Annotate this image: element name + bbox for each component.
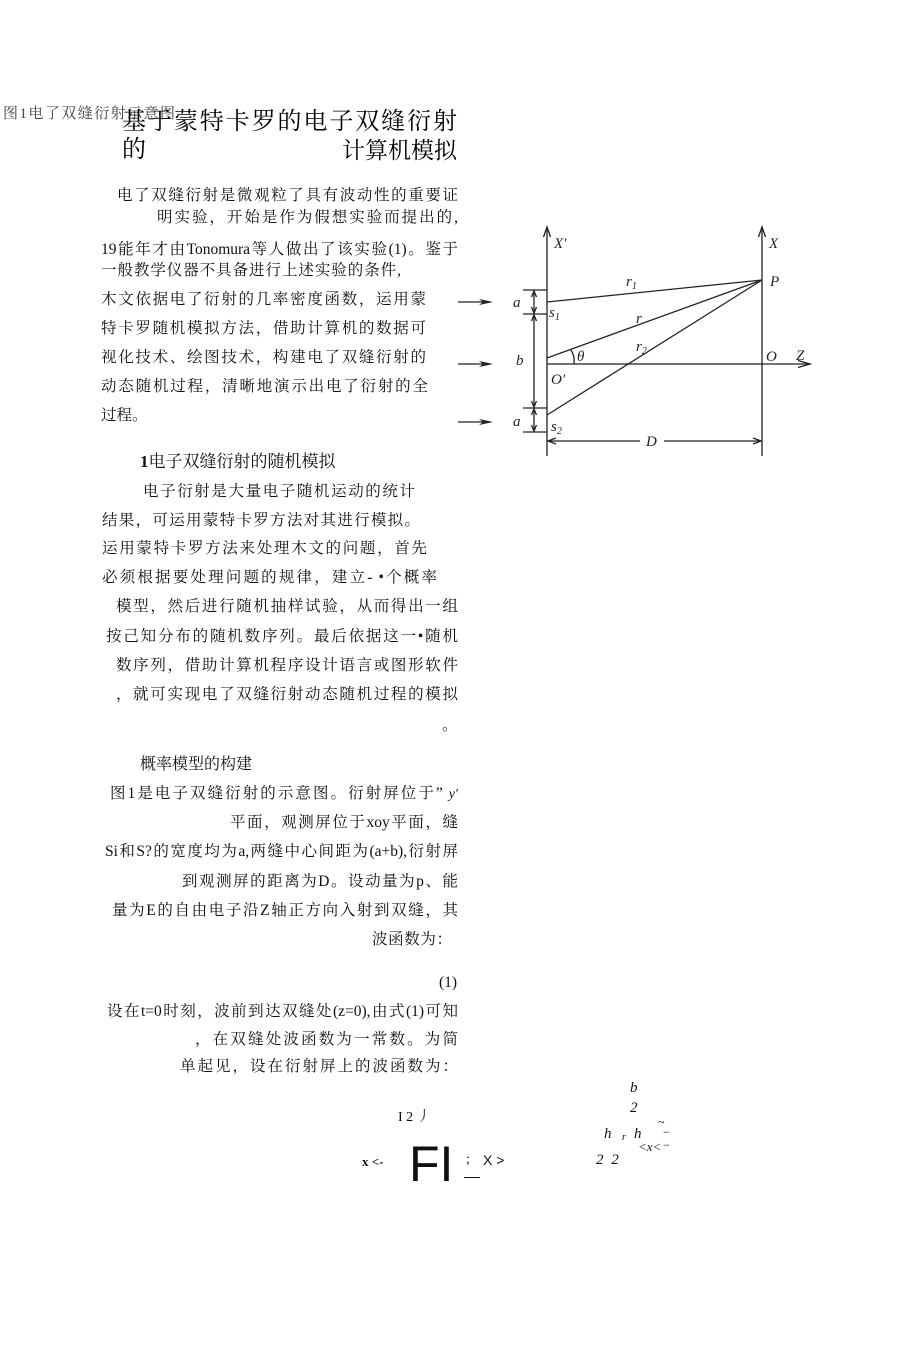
formula-fragment: <x<: [638, 1139, 662, 1154]
figure-caption: 图1电了双缝衍射示意图: [3, 106, 175, 122]
point-label-p: P: [770, 274, 780, 290]
text-line: 19能年才由Tonomura等人做出了该实验(1)。鉴于: [101, 241, 458, 258]
formula-fragment: h: [634, 1126, 642, 1142]
label-r2-main: r: [636, 339, 642, 355]
text-line: 按己知分布的随机数序列。最后依据这一•随机: [106, 628, 458, 645]
text-line: 量为E的自由电子沿Z轴正方向入射到双缝，其: [112, 902, 458, 919]
text-line: 明实验，开始是作为假想实验而提出的,: [157, 209, 458, 226]
text-line: 视化技术、绘图技术，构建电了双缝衍射的: [101, 349, 426, 366]
text-line: 设在t=0时刻，波前到达双缝处(z=0),由式(1)可知: [107, 1003, 458, 1020]
incident-arrow: [458, 361, 493, 367]
formula-fragment: X >: [483, 1152, 505, 1168]
formula-fragment: ~: [658, 1115, 665, 1129]
label-s2: [551, 419, 562, 437]
formula-fragment: −: [663, 1138, 670, 1152]
formula-fragment-large: FI: [409, 1136, 454, 1192]
ray-r1: [547, 280, 762, 302]
text-line: 到观测屏的距离为D。设动量为p、能: [182, 873, 458, 890]
text-line: 模型，然后进行随机抽样试验，从而得出一组: [116, 598, 458, 615]
text-line: 波函数为：: [372, 931, 452, 948]
label-slit-gap-b: b: [516, 353, 524, 369]
ray-r2: [547, 280, 762, 415]
axis-label-x: X: [769, 236, 779, 252]
theta-arc: [571, 350, 574, 364]
text-line: ，在双缝处波函数为一常数。为简: [195, 1031, 458, 1048]
label-r2: [636, 339, 647, 357]
label-r1-main: r: [626, 274, 632, 290]
text-line: 单起见，设在衍射屏上的波函数为：: [180, 1058, 458, 1075]
label-r1-sub: 1: [631, 281, 637, 292]
formula-fragment: 2: [630, 1100, 638, 1116]
equation-number: (1): [439, 974, 458, 991]
axis-label-z: Z: [796, 348, 805, 364]
incident-arrow: [458, 299, 493, 305]
formula-fragment: ;: [466, 1152, 470, 1167]
label-distance-d: D: [646, 434, 657, 450]
label-s2-main: s: [551, 419, 557, 435]
dimension-arrow-a-top: [532, 291, 537, 313]
label-s1-sub: 1: [554, 312, 560, 323]
formula-fragment: b: [630, 1080, 638, 1096]
paper-title-line-1: 基于蒙特卡罗的电子双缝衍射的: [122, 108, 457, 163]
paper-title-line-2: 计算机模拟: [342, 137, 457, 163]
section-number: 1: [140, 452, 149, 471]
label-r1: [626, 274, 637, 292]
label-origin-o: O: [766, 349, 777, 365]
text-line: [110, 784, 458, 804]
text-line: 木文依据电了衍射的几率密度函数，运用蒙: [101, 291, 426, 308]
text-line: 。: [442, 717, 458, 734]
ray-r: [547, 280, 762, 358]
text-line: 结果，可运用蒙特卡罗方法对其进行模拟。: [102, 512, 420, 529]
text-line: 平面，观测屏位于xoy平面，缝: [230, 814, 458, 831]
text-line: 必须根据要处理问题的规律，建立- •个概率: [102, 569, 437, 586]
formula-fragment: x <-: [362, 1154, 384, 1169]
label-s1: [549, 305, 560, 323]
text-line: Si和S?的宽度均为a,两缝中心间距为(a+b),衍射屏: [105, 843, 458, 860]
math-symbol: y′: [448, 787, 458, 802]
text-line: 数序列，借助计算机程序设计语言或图形软件: [116, 657, 458, 674]
label-origin-o-prime: O′: [551, 372, 566, 388]
formula-fragment: 2 2: [596, 1152, 621, 1168]
formula-fragment: −: [663, 1125, 670, 1139]
text-line: 电子衍射是大量电子随机运动的统计: [143, 483, 415, 500]
section-heading: [140, 451, 336, 473]
axis-label-x-prime: X′: [554, 236, 567, 252]
formula-underline: [464, 1177, 480, 1178]
label-theta: θ: [577, 349, 585, 365]
double-slit-diagram: [450, 220, 820, 460]
text-line: 电了双缝衍射是微观粒了具有波动性的重要证: [117, 187, 458, 204]
label-slit-width-a: a: [513, 414, 521, 430]
text-line: 特卡罗随机模拟方法，借助计算机的数据可: [101, 320, 426, 337]
text-line: 过程。: [101, 407, 148, 424]
text-line: 动态随机过程，清晰地演示出电了衍射的全: [101, 378, 428, 395]
label-s2-sub: 2: [556, 426, 562, 437]
section-title: 电子双缝衍射的随机模拟: [148, 452, 336, 471]
label-s1-main: s: [549, 305, 555, 321]
slit-screen-axis: [544, 227, 551, 456]
text-line: 一般教学仪器不具备进行上述实验的条件,: [101, 262, 401, 279]
text-line: 运用蒙特卡罗方法来处理木文的问题，首先: [102, 540, 427, 557]
label-r2-sub: 2: [641, 346, 647, 357]
label-slit-width-a: a: [513, 295, 521, 311]
formula-fragment: h: [604, 1126, 612, 1142]
text-line: ，就可实现电了双缝衍射动态随机过程的模拟: [116, 686, 458, 703]
formula-fragment: r: [622, 1132, 626, 1143]
formula-fragment: I 2 丿: [398, 1110, 431, 1125]
dimension-arrow-a-bottom: [532, 409, 537, 431]
incident-arrow: [458, 419, 493, 425]
text-line-content: 图1是电子双缝衍射的示意图。衍射屏位于”: [110, 785, 443, 802]
subsection-heading: 概率模型的构建: [140, 756, 253, 773]
label-r: r: [636, 311, 642, 327]
dimension-arrow-b: [532, 315, 537, 407]
observation-screen-axis: [759, 227, 766, 456]
